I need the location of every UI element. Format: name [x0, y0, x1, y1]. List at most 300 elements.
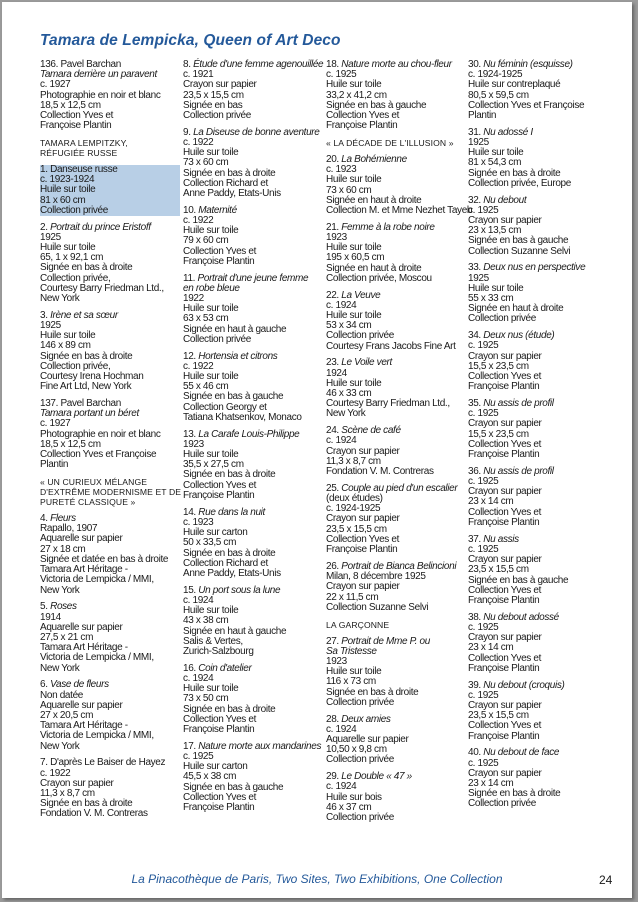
- section-heading: [326, 620, 466, 630]
- entry-title: 137. Pavel Barchan: [40, 398, 121, 410]
- catalogue-entry: [183, 508, 323, 579]
- entry-detail: Collection privée, Moscou: [326, 272, 432, 284]
- entry-detail: Collection privée, Europe: [468, 177, 571, 189]
- entry-detail: Françoise Plantin: [183, 801, 255, 813]
- entry-detail: 11,3 x 8,7 cm: [40, 787, 95, 799]
- entry-title: 11. Portrait d'une jeune femme: [183, 272, 309, 284]
- entry-detail: c. 1924-1925: [326, 503, 381, 515]
- entry-detail: Collection Yves et Françoise: [468, 99, 585, 111]
- entry-detail: 23,5 x 15,5 cm: [183, 89, 244, 101]
- entry-title: 40. Nu debout de face: [468, 747, 560, 759]
- entry-detail: Signée en haut à gauche: [183, 625, 287, 637]
- entry-detail: Huile sur toile: [183, 449, 239, 461]
- entry-detail: c. 1927: [40, 418, 71, 430]
- entry-detail: Huile sur toile: [183, 683, 239, 695]
- entry-detail: c. 1922: [40, 767, 71, 779]
- entry-detail: 23,5 x 15,5 cm: [468, 564, 529, 576]
- column-2: [183, 60, 323, 820]
- entry-detail: Signée en bas à droite: [468, 788, 561, 800]
- catalogue-entry: [468, 467, 608, 528]
- entry-detail: Signée en haut à gauche: [183, 323, 287, 335]
- catalogue-entry: [326, 637, 466, 708]
- entry-detail: Françoise Plantin: [468, 594, 540, 606]
- entry-detail: c. 1924: [326, 299, 357, 311]
- entry-detail: Anne Paddy, Etats-Unis: [183, 567, 281, 579]
- entry-detail: 80,5 x 59,5 cm: [468, 89, 529, 101]
- entry-detail: Signée en bas à gauche: [183, 391, 284, 403]
- entry-detail: Françoise Plantin: [326, 544, 398, 556]
- entry-detail: Collection Yves et: [40, 110, 114, 122]
- entry-detail: RÉFUGIÉE RUSSE: [40, 148, 118, 159]
- catalogue-entry: [326, 715, 466, 766]
- entry-detail: Françoise Plantin: [468, 662, 540, 674]
- entry-detail: Crayon sur papier: [468, 486, 542, 498]
- entry-detail: Photographie en noir et blanc: [40, 428, 161, 440]
- entry-detail: Françoise Plantin: [183, 255, 255, 267]
- entry-detail: Huile sur toile: [326, 79, 382, 91]
- entry-detail: Collection Yves et: [468, 371, 542, 383]
- entry-detail: PURETÉ CLASSIQUE »: [40, 497, 136, 508]
- entry-detail: 43 x 38 cm: [183, 615, 229, 627]
- entry-detail: Collection Yves et: [468, 506, 542, 518]
- entry-detail: Courtesy Irena Hochman: [40, 371, 144, 383]
- entry-detail: c. 1923: [326, 164, 357, 176]
- entry-detail: 195 x 60,5 cm: [326, 252, 385, 264]
- entry-title: 136. Pavel Barchan: [40, 59, 121, 70]
- entry-detail: c. 1925: [468, 757, 499, 769]
- entry-detail: c. 1925: [468, 204, 499, 216]
- entry-detail: Françoise Plantin: [468, 516, 540, 528]
- entry-detail: Collection Richard et: [183, 177, 268, 189]
- entry-title: 29. Le Double « 47 »: [326, 771, 412, 783]
- entry-detail: New York: [40, 740, 80, 752]
- entry-title: 32. Nu debout: [468, 194, 527, 206]
- page-footer: La Pinacothèque de Paris, Two Sites, Two Exhibitions, One Collection: [131, 872, 503, 886]
- entry-detail: Collection Yves et: [468, 720, 542, 732]
- entry-detail: Collection privée: [326, 330, 394, 342]
- entry-detail: 1914: [40, 611, 61, 623]
- catalogue-entry: [40, 399, 180, 470]
- entry-title: 25. Couple au pied d'un escalier: [326, 482, 458, 494]
- catalogue-entry: [40, 602, 180, 673]
- entry-title: 21. Femme à la robe noire: [326, 221, 435, 233]
- entry-title: 13. La Carafe Louis-Philippe: [183, 428, 300, 440]
- entry-title: 36. Nu assis de profil: [468, 465, 554, 477]
- entry-detail: Collection Yves et Françoise: [40, 449, 157, 461]
- entry-detail: Huile sur toile: [40, 242, 96, 254]
- entry-detail: Françoise Plantin: [468, 381, 540, 393]
- entry-detail: Crayon sur papier: [326, 581, 400, 593]
- entry-detail: Collection Richard et: [183, 557, 268, 569]
- catalogue-entry: [183, 742, 323, 813]
- entry-detail: c. 1925: [326, 69, 357, 81]
- entry-detail: Signée en bas: [183, 99, 243, 111]
- entry-detail: 81 x 60 cm: [40, 196, 180, 206]
- entry-detail: Collection Yves et: [326, 533, 400, 545]
- entry-detail: Tamara Art Héritage -: [40, 642, 128, 654]
- entry-detail: c. 1922: [183, 137, 214, 149]
- entry-detail: Collection privée: [326, 754, 394, 766]
- entry-detail: 15,5 x 23,5 cm: [468, 360, 529, 372]
- entry-detail: 35,5 x 27,5 cm: [183, 459, 244, 471]
- catalogue-entry: [40, 165, 180, 216]
- catalogue-entry: [468, 681, 608, 742]
- entry-title: 9. La Diseuse de bonne aventure: [183, 126, 320, 138]
- catalogue-entry: [326, 223, 466, 284]
- entry-detail: Signée en haut à droite: [326, 194, 422, 206]
- entry-detail: 116 x 73 cm: [326, 676, 376, 688]
- entry-detail: c. 1925: [468, 689, 499, 701]
- entry-detail: Collection privée: [183, 333, 251, 345]
- entry-detail: Tamara Art Héritage -: [40, 564, 128, 576]
- entry-detail: Salis & Vertes,: [183, 635, 243, 647]
- entry-detail: Non datée: [40, 689, 83, 701]
- catalogue-entry: [326, 562, 466, 613]
- entry-detail: Huile sur bois: [326, 791, 382, 803]
- entry-detail: 23 x 14 cm: [468, 777, 514, 789]
- entry-title: 17. Nature morte aux mandarines: [183, 740, 322, 752]
- catalogue-entry: [183, 60, 323, 121]
- entry-title: « LA DÉCADE DE L'ILLUSION »: [326, 138, 454, 149]
- entry-title: 33. Deux nus en perspective: [468, 262, 586, 274]
- entry-detail: Collection privée: [468, 313, 536, 325]
- catalogue-entry: [326, 426, 466, 477]
- entry-detail: 33,2 x 41,2 cm: [326, 89, 387, 101]
- catalogue-entry: [183, 664, 323, 735]
- entry-detail: Françoise Plantin: [468, 449, 540, 461]
- entry-detail: en robe bleue: [183, 282, 240, 294]
- entry-detail: New York: [326, 408, 366, 420]
- entry-title: TAMARA LEMPITZKY,: [40, 138, 128, 149]
- entry-detail: 23 x 14 cm: [468, 642, 514, 654]
- entry-detail: 146 x 89 cm: [40, 340, 91, 352]
- entry-detail: Crayon sur papier: [183, 79, 257, 91]
- entry-detail: Aquarelle sur papier: [40, 533, 123, 545]
- entry-detail: Tamara Art Héritage -: [40, 720, 128, 732]
- catalogue-entry: [183, 430, 323, 501]
- entry-detail: Signée en bas à droite: [183, 167, 276, 179]
- entry-detail: Collection privée: [40, 206, 180, 216]
- entry-title: 26. Portrait de Bianca Belincioni: [326, 560, 457, 572]
- entry-detail: Collection Yves et: [468, 652, 542, 664]
- entry-detail: 79 x 60 cm: [183, 235, 229, 247]
- entry-title: 35. Nu assis de profil: [468, 398, 554, 410]
- entry-detail: Huile sur carton: [183, 761, 248, 773]
- entry-detail: 18,5 x 12,5 cm: [40, 438, 101, 450]
- entry-detail: c. 1922: [183, 215, 214, 227]
- page-number: 24: [599, 873, 613, 887]
- section-heading: [326, 138, 466, 148]
- entry-detail: c. 1925: [183, 750, 214, 762]
- entry-detail: Huile sur toile: [468, 147, 524, 159]
- entry-detail: Huile sur toile: [468, 282, 524, 294]
- entry-title: 16. Coin d'atelier: [183, 662, 252, 674]
- entry-detail: c. 1924-1925: [468, 69, 523, 81]
- entry-detail: Aquarelle sur papier: [40, 621, 123, 633]
- entry-title: LA GARÇONNE: [326, 619, 390, 630]
- entry-detail: Huile sur toile: [183, 371, 239, 383]
- entry-detail: Crayon sur papier: [468, 350, 542, 362]
- entry-detail: 63 x 53 cm: [183, 313, 229, 325]
- section-heading: [40, 477, 180, 507]
- entry-detail: (deux études): [326, 493, 383, 505]
- entry-detail: Crayon sur papier: [468, 554, 542, 566]
- entry-detail: c. 1923-1924: [40, 175, 180, 185]
- entry-title: 23. Le Voile vert: [326, 357, 392, 369]
- entry-detail: Huile sur toile: [326, 377, 382, 389]
- entry-detail: 65, 1 x 92,1 cm: [40, 252, 104, 264]
- entry-detail: Françoise Plantin: [326, 120, 398, 132]
- entry-detail: Signée en bas à gauche: [468, 235, 569, 247]
- catalogue-page: [2, 2, 632, 898]
- entry-title: 27. Portrait de Mme P. ou: [326, 635, 430, 647]
- entry-detail: 73 x 50 cm: [183, 693, 229, 705]
- entry-detail: New York: [40, 293, 80, 305]
- entry-detail: Collection Yves et: [183, 713, 257, 725]
- entry-detail: 55 x 33 cm: [468, 293, 514, 305]
- entry-detail: Tamara derrière un paravent: [40, 69, 157, 81]
- catalogue-entry: [326, 291, 466, 352]
- catalogue-entry: [326, 358, 466, 419]
- entry-title: 3. Irène et sa sœur: [40, 309, 118, 321]
- entry-detail: Aquarelle sur papier: [326, 733, 409, 745]
- entry-detail: c. 1925: [468, 408, 499, 420]
- entry-detail: c. 1925: [468, 340, 499, 352]
- entry-detail: 27,5 x 21 cm: [40, 631, 94, 643]
- entry-detail: 1923: [326, 655, 347, 667]
- entry-detail: 18,5 x 12,5 cm: [40, 99, 101, 111]
- entry-detail: 50 x 33,5 cm: [183, 537, 237, 549]
- catalogue-entry: [183, 206, 323, 267]
- entry-detail: D'EXTRÊME MODERNISME ET DE: [40, 487, 182, 498]
- entry-detail: Signée en bas à droite: [183, 703, 276, 715]
- entry-detail: 73 x 60 cm: [326, 184, 372, 196]
- entry-detail: Signée en bas à gauche: [468, 574, 569, 586]
- entry-detail: New York: [40, 584, 80, 596]
- catalogue-entry: [40, 60, 180, 131]
- entry-detail: 1924: [326, 367, 347, 379]
- entry-detail: Fine Art Ltd, New York: [40, 381, 132, 393]
- entry-title: 4. Fleurs: [40, 513, 76, 525]
- entry-detail: c. 1924: [326, 723, 357, 735]
- catalogue-entry: [326, 154, 473, 217]
- entry-detail: Collection privée: [183, 110, 251, 122]
- entry-detail: 1925: [468, 137, 489, 149]
- entry-detail: Collection privée: [326, 811, 394, 823]
- entry-detail: Collection Yves et: [183, 791, 257, 803]
- entry-detail: Milan, 8 décembre 1925: [326, 571, 426, 583]
- entry-detail: c. 1924: [326, 435, 357, 447]
- entry-title: 31. Nu adossé I: [468, 126, 533, 138]
- entry-title: 12. Hortensia et citrons: [183, 350, 278, 362]
- entry-detail: Huile sur contreplaqué: [468, 79, 561, 91]
- entry-title: 18. Nature morte au chou-fleur: [326, 59, 452, 70]
- entry-detail: Tatiana Khatsenkov, Monaco: [183, 411, 302, 423]
- entry-detail: Collection Yves et: [183, 479, 257, 491]
- column-4: [468, 60, 608, 816]
- entry-title: 5. Roses: [40, 601, 77, 613]
- entry-title: 38. Nu debout adossé: [468, 611, 559, 623]
- entry-title: 37. Nu assis: [468, 533, 519, 545]
- entry-detail: Crayon sur papier: [326, 513, 400, 525]
- entry-detail: Signée en bas à droite: [326, 686, 419, 698]
- entry-detail: c. 1925: [468, 621, 499, 633]
- entry-detail: Collection Suzanne Selvi: [468, 245, 571, 257]
- entry-detail: c. 1925: [468, 476, 499, 488]
- entry-detail: 22 x 11,5 cm: [326, 591, 379, 603]
- entry-detail: Crayon sur papier: [468, 632, 542, 644]
- catalogue-entry: [468, 748, 608, 809]
- entry-detail: 23 x 14 cm: [468, 496, 514, 508]
- entry-detail: Crayon sur papier: [468, 215, 542, 227]
- entry-detail: c. 1924: [183, 594, 214, 606]
- catalogue-entry: [468, 263, 608, 324]
- entry-detail: Signée en haut à droite: [326, 262, 422, 274]
- catalogue-entry: [326, 484, 466, 555]
- entry-detail: 53 x 34 cm: [326, 320, 372, 332]
- entry-detail: Collection privée: [326, 696, 394, 708]
- entry-detail: Françoise Plantin: [40, 120, 112, 132]
- catalogue-entry: [468, 535, 608, 606]
- entry-title: 15. Un port sous la lune: [183, 584, 281, 596]
- entry-detail: Signée en bas à droite: [183, 469, 276, 481]
- entry-detail: Anne Paddy, Etats-Unis: [183, 188, 281, 200]
- entry-detail: Signée et datée en bas à droite: [40, 553, 169, 565]
- entry-detail: 27 x 20,5 cm: [40, 709, 94, 721]
- entry-detail: 1925: [40, 231, 61, 243]
- entry-detail: Françoise Plantin: [468, 730, 540, 742]
- page-title: Tamara de Lempicka, Queen of Art Deco: [40, 32, 341, 49]
- entry-detail: Huile sur carton: [183, 527, 248, 539]
- entry-detail: Crayon sur papier: [468, 699, 542, 711]
- catalogue-entry: [326, 772, 466, 823]
- entry-detail: 15,5 x 23,5 cm: [468, 428, 529, 440]
- entry-detail: Collection privée: [468, 798, 536, 810]
- entry-detail: Huile sur toile: [40, 330, 96, 342]
- entry-title: 34. Deux nus (étude): [468, 330, 555, 342]
- entry-detail: 10,50 x 9,8 cm: [326, 744, 387, 756]
- entry-detail: Fondation V. M. Contreras: [326, 466, 434, 478]
- entry-detail: Françoise Plantin: [183, 723, 255, 735]
- entry-detail: Collection Yves et: [468, 584, 542, 596]
- catalogue-entry: [40, 758, 180, 819]
- entry-title: 2. Portrait du prince Eristoff: [40, 221, 151, 233]
- entry-detail: Signée en bas à droite: [468, 167, 561, 179]
- entry-detail: Huile sur toile: [183, 605, 239, 617]
- entry-detail: Huile sur toile: [183, 303, 239, 315]
- entry-detail: Huile sur toile: [183, 147, 239, 159]
- section-heading: [40, 138, 180, 158]
- entry-detail: Courtesy Barry Friedman Ltd.,: [40, 282, 164, 294]
- entry-detail: Signée en bas à droite: [40, 798, 133, 810]
- entry-detail: Aquarelle sur papier: [40, 699, 123, 711]
- entry-detail: 1923: [183, 438, 204, 450]
- catalogue-entry: [183, 128, 323, 199]
- entry-detail: 11,3 x 8,7 cm: [326, 455, 381, 467]
- entry-detail: Signée en bas à droite: [40, 350, 133, 362]
- catalogue-entry: [183, 586, 323, 657]
- entry-detail: 81 x 54,3 cm: [468, 157, 522, 169]
- entry-title: 6. Vase de fleurs: [40, 679, 109, 691]
- entry-detail: 27 x 18 cm: [40, 543, 86, 555]
- catalogue-entry: [183, 352, 323, 423]
- entry-detail: Collection Georgy et: [183, 401, 267, 413]
- entry-detail: Huile sur toile: [183, 225, 239, 237]
- entry-detail: Victoria de Lempicka / MMI,: [40, 652, 154, 664]
- entry-detail: c. 1921: [183, 69, 214, 81]
- entry-title: 14. Rue dans la nuit: [183, 506, 265, 518]
- entry-detail: 45,5 x 38 cm: [183, 771, 237, 783]
- entry-detail: Crayon sur papier: [326, 445, 400, 457]
- entry-detail: c. 1927: [40, 79, 71, 91]
- entry-detail: 1925: [40, 320, 61, 332]
- catalogue-entry: [326, 60, 466, 131]
- entry-detail: c. 1924: [326, 781, 357, 793]
- entry-detail: 46 x 37 cm: [326, 801, 372, 813]
- column-3: [326, 59, 473, 830]
- entry-detail: 1925: [468, 272, 489, 284]
- column-1: [40, 60, 180, 826]
- entry-detail: Huile sur toile: [326, 174, 382, 186]
- entry-detail: 1922: [183, 293, 204, 305]
- catalogue-entry: [40, 223, 180, 305]
- entry-detail: Victoria de Lempicka / MMI,: [40, 574, 154, 586]
- catalogue-entry: [468, 196, 608, 257]
- entry-detail: Signée en haut à droite: [468, 303, 564, 315]
- entry-detail: Huile sur toile: [40, 185, 180, 195]
- entry-detail: Collection Suzanne Selvi: [326, 601, 429, 613]
- entry-detail: Collection M. et Mme Nezhet Tayeb: [326, 205, 473, 217]
- entry-title: 24. Scène de café: [326, 425, 401, 437]
- entry-title: 8. Étude d'une femme agenouillée: [183, 59, 324, 70]
- catalogue-entry: [468, 60, 608, 121]
- entry-detail: 1923: [326, 232, 347, 244]
- catalogue-entry: [183, 274, 323, 345]
- entry-title: 28. Deux amies: [326, 713, 391, 725]
- entry-detail: c. 1922: [183, 360, 214, 372]
- entry-detail: c. 1925: [468, 543, 499, 555]
- catalogue-entry: [40, 680, 180, 751]
- entry-detail: Collection Yves et: [183, 245, 257, 257]
- entry-title: 1. Danseuse russe: [40, 165, 180, 175]
- entry-detail: Collection Yves et: [326, 110, 400, 122]
- entry-detail: Plantin: [468, 110, 497, 122]
- entry-detail: Collection Yves et: [468, 438, 542, 450]
- catalogue-entry: [468, 331, 608, 392]
- entry-detail: Fondation V. M. Contreras: [40, 808, 148, 820]
- entry-detail: Françoise Plantin: [183, 489, 255, 501]
- entry-detail: 23,5 x 15,5 cm: [326, 523, 387, 535]
- entry-detail: 73 x 60 cm: [183, 157, 229, 169]
- entry-title: « UN CURIEUX MÉLANGE: [40, 477, 148, 488]
- entry-title: 10. Maternité: [183, 204, 237, 216]
- entry-title: 30. Nu féminin (esquisse): [468, 59, 573, 70]
- entry-detail: Zurich-Salzbourg: [183, 645, 254, 657]
- entry-detail: Collection privée,: [40, 272, 111, 284]
- entry-detail: Signée en bas à gauche: [183, 781, 284, 793]
- entry-detail: Crayon sur papier: [468, 767, 542, 779]
- entry-detail: Crayon sur papier: [468, 418, 542, 430]
- entry-title: 7. D'après Le Baiser de Hayez: [40, 757, 166, 769]
- entry-detail: c. 1923: [183, 516, 214, 528]
- entry-detail: Courtesy Barry Friedman Ltd.,: [326, 398, 450, 410]
- entry-detail: Crayon sur papier: [40, 777, 114, 789]
- entry-detail: 55 x 46 cm: [183, 381, 229, 393]
- catalogue-entry: [468, 613, 608, 674]
- catalogue-entry: [40, 514, 180, 596]
- entry-detail: 23 x 13,5 cm: [468, 225, 522, 237]
- entry-detail: Tamara portant un béret: [40, 408, 139, 420]
